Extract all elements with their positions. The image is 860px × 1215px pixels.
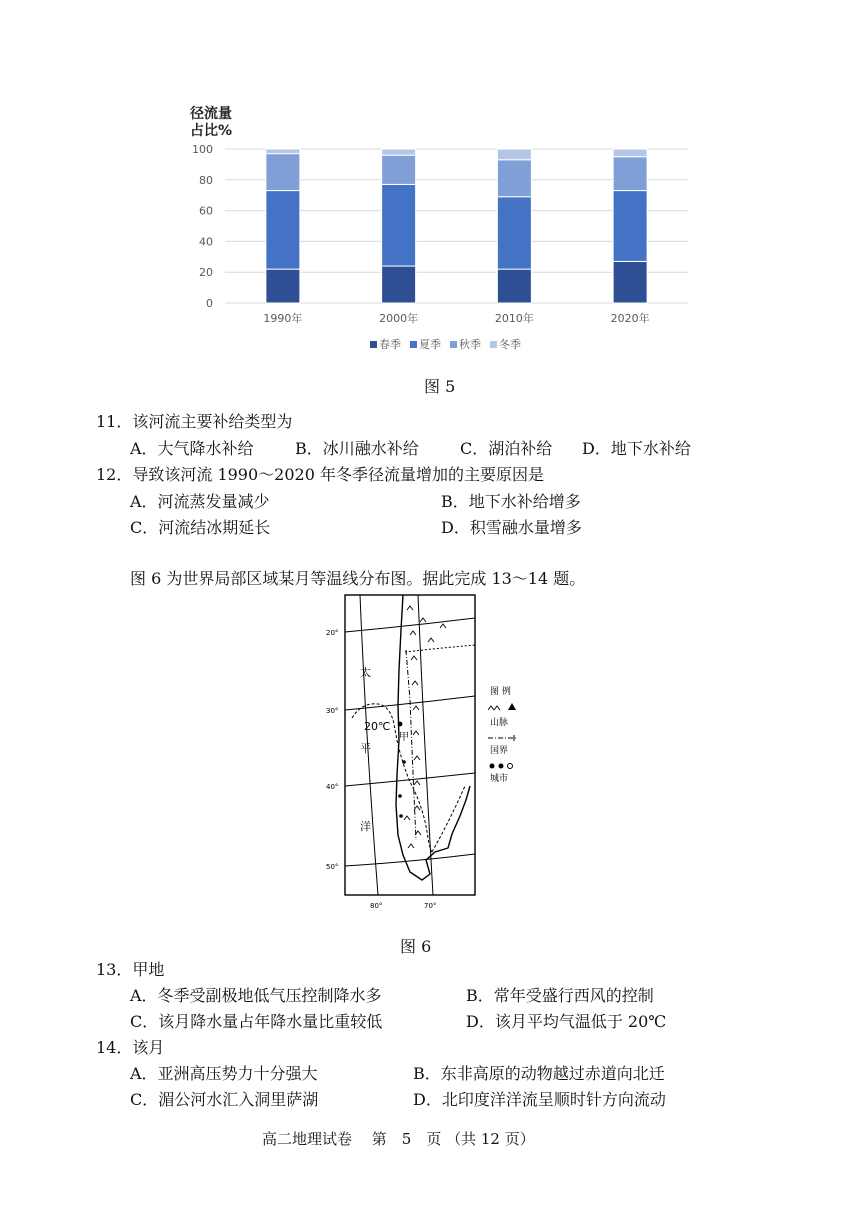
bar-segment [266,191,300,270]
bar-segment [613,149,647,157]
bar-segment [382,266,416,303]
y-tick-label: 20 [199,266,213,280]
legend-mountain-icon [488,703,516,710]
figure6-caption: 图 6 [400,937,432,956]
isotherm-label: 20℃ [364,720,391,733]
chart-svg [180,100,700,370]
q13-option-b: B．常年受盛行西风的控制 [466,986,654,1005]
q11-option-d: D．地下水补给 [582,439,691,458]
y-tick-label: 80 [199,173,213,187]
legend-label: 夏季 [419,338,441,351]
bar-segment [382,149,416,155]
ocean-char-1: 太 [360,666,371,679]
q14-option-c: C．湄公河水汇入洞里萨湖 [130,1090,319,1109]
legend-title: 图 例 [490,687,511,697]
q11-option-b: B．冰川融水补给 [295,439,419,458]
bar-segment [266,154,300,191]
q14-option-b: B．东非高原的动物越过赤道向北迁 [413,1064,665,1083]
lon-label-80: 80° [370,902,383,910]
x-tick-label: 2000年 [379,312,419,325]
map-svg [300,590,540,915]
q13-option-a: A．冬季受副极地低气压控制降水多 [130,986,382,1005]
q14-option-d: D．北印度洋洋流呈顺时针方向流动 [413,1090,666,1109]
ocean-char-3: 洋 [360,820,371,833]
q12-stem: 12．导致该河流 1990～2020 年冬季径流量增加的主要原因是 [96,465,544,484]
runoff-share-chart [180,100,700,370]
q12-option-d: D．积雪融水量增多 [441,518,582,537]
bar-segment [497,160,531,197]
y-tick-label: 100 [192,143,213,156]
bar-segment [613,191,647,262]
page-footer: 高二地理试卷 第 5 页 （共 12 页） [262,1130,535,1148]
lon-label-70: 70° [424,902,437,910]
lat-label-50: 50° [326,863,339,871]
q11-option-c: C．湖泊补给 [460,439,553,458]
q14-option-a: A．亚洲高压势力十分强大 [130,1064,318,1083]
lat-label-40: 40° [326,783,339,791]
q14-stem: 14．该月 [96,1038,165,1057]
y-tick-label: 0 [206,297,213,310]
legend-label: 春季 [379,338,401,351]
y-axis-title-line1: 径流量 [190,106,232,122]
x-tick-label: 2020年 [610,312,650,325]
legend-border-label: 国界 [490,746,509,756]
figure5-caption: 图 5 [424,377,456,396]
isotherm-map [300,590,540,915]
legend-swatch [410,341,417,348]
legend-city-label: 城市 [490,774,509,784]
legend-label: 冬季 [499,338,521,351]
q12-option-a: A．河流蒸发量减少 [130,492,270,511]
bar-segment [613,261,647,303]
q11-option-a: A．大气降水补给 [130,439,254,458]
legend-swatch [370,341,377,348]
q13-option-c: C．该月降水量占年降水量比重较低 [130,1012,383,1031]
q13-stem: 13．甲地 [96,960,165,979]
legend-swatch [450,341,457,348]
x-tick-label: 1990年 [263,312,303,325]
legend-city-icon [490,764,513,769]
place-label-jia: 甲 [399,732,409,743]
bar-segment [382,155,416,184]
q12-option-c: C．河流结冰期延长 [130,518,271,537]
bar-segment [497,149,531,160]
q12-option-b: B．地下水补给增多 [441,492,581,511]
y-tick-label: 40 [199,235,213,249]
y-axis-title-line2: 占比% [190,123,233,139]
legend-swatch [490,341,497,348]
legend-mountain-label: 山脉 [490,718,509,728]
lat-label-20: 20° [326,629,339,637]
lat-label-30: 30° [326,707,339,715]
bar-segment [497,269,531,303]
bar-segment [497,197,531,269]
q13-option-d: D．该月平均气温低于 20℃ [466,1012,667,1031]
legend-border-icon [488,735,516,741]
q11-stem: 11．该河流主要补给类型为 [96,412,293,431]
y-axis-title [190,106,232,140]
bar-segment [266,269,300,303]
bar-segment [266,149,300,154]
x-tick-label: 2010年 [494,312,534,325]
bar-segment [382,184,416,266]
y-tick-label: 60 [199,204,213,218]
bar-segment [613,157,647,191]
fig6-intro: 图 6 为世界局部区域某月等温线分布图。据此完成 13～14 题。 [130,569,586,588]
legend-label: 秋季 [459,338,481,351]
ocean-char-2: 平 [360,742,371,755]
